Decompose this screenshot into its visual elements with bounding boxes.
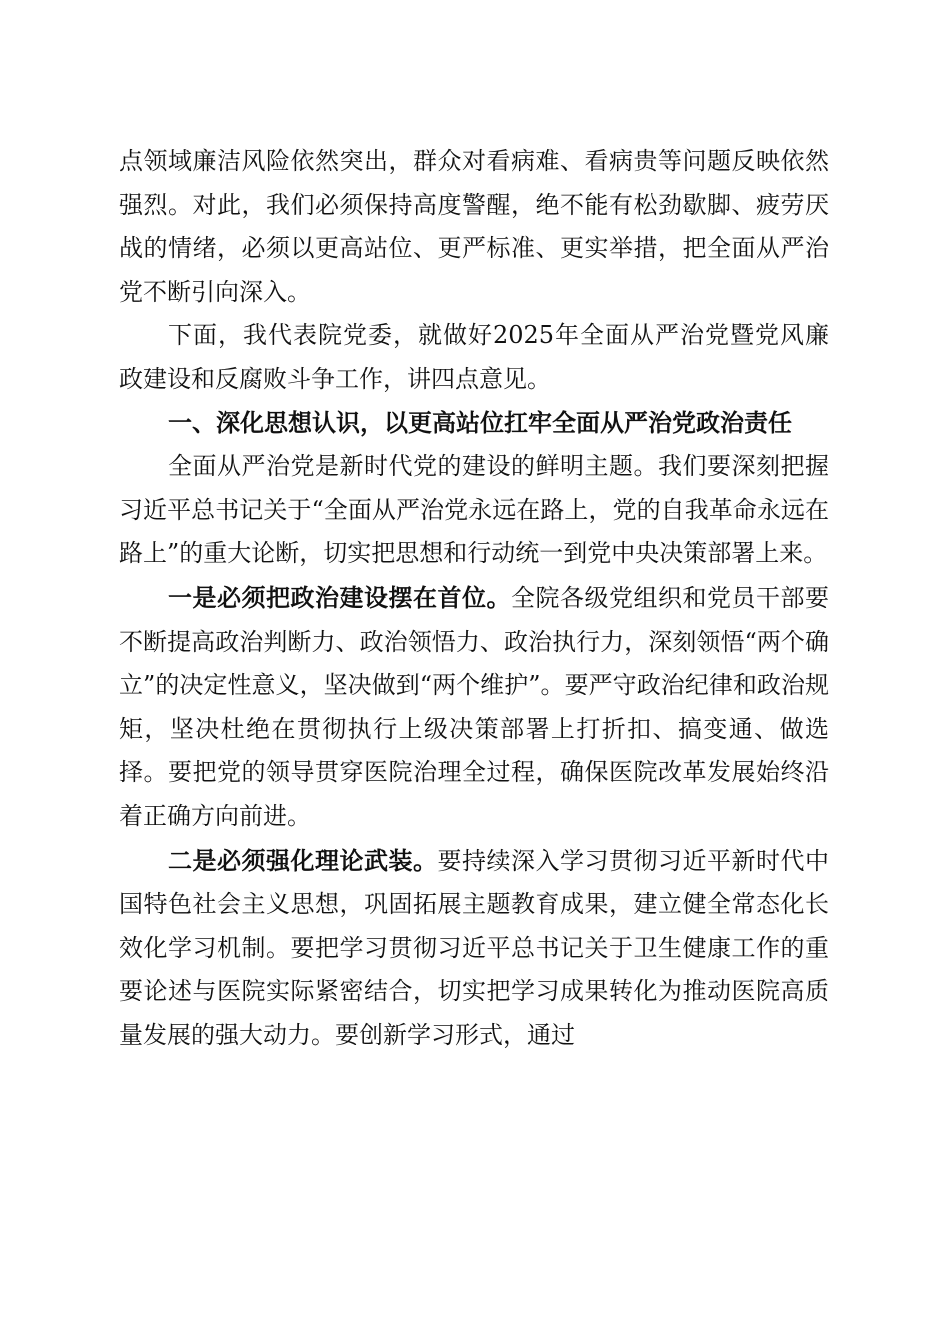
document-body <box>119 140 829 1057</box>
paragraph-section-1-intro: 全面从严治党是新时代党的建设的鲜明主题。我们要深刻把握习近平总书记关于“全面从严治党永远在路上，党的自我革命永远在路上”的重大论断，切实把思想和行动统一到党中央决策部署上来。 <box>119 452 829 568</box>
paragraph-intro: 下面，我代表院党委，就做好2025年全面从严治党暨党风廉政建设和反腐败斗争工作，讲四点意见。 <box>119 321 829 393</box>
section-heading-1: 一、深化思想认识，以更高站位扛牢全面从严治党政治责任 <box>168 408 792 437</box>
paragraph-continuation: 点领域廉洁风险依然突出，群众对看病难、看病贵等问题反映依然强烈。对此，我们必须保持高度警醒，绝不能有松劲歇脚、疲劳厌战的情绪，必须以更高站位、更严标准、更实举措，把全面从严治党不断引向深入。 <box>119 147 829 306</box>
point-2-lead: 二是必须强化理论武装。 <box>168 845 438 875</box>
point-1-lead: 一是必须把政治建设摆在首位。 <box>168 582 511 612</box>
point-1-body: 全院各级党组织和党员干部要不断提高政治判断力、政治领悟力、政治执行力，深刻领悟“两个确立”的决定性意义，坚决做到“两个维护”。要严守政治纪律和政治规矩，坚决杜绝在贯彻执行上级决策部署上打折扣、搞变通、做选择。要把党的领导贯穿医院治理全过程，确保医院改革发展始终沿着正确方向前进。 <box>119 583 829 830</box>
point-2-body: 要持续深入学习贯彻习近平新时代中国特色社会主义思想，巩固拓展主题教育成果，建立健全常态化长效化学习机制。要把学习贯彻习近平总书记关于卫生健康工作的重要论述与医院实际紧密结合，切实把学习成果转化为推动医院高质量发展的强大动力。要创新学习形式，通过 <box>119 846 829 1049</box>
paragraph-point-1 <box>119 576 829 839</box>
paragraph-point-2 <box>119 839 829 1058</box>
